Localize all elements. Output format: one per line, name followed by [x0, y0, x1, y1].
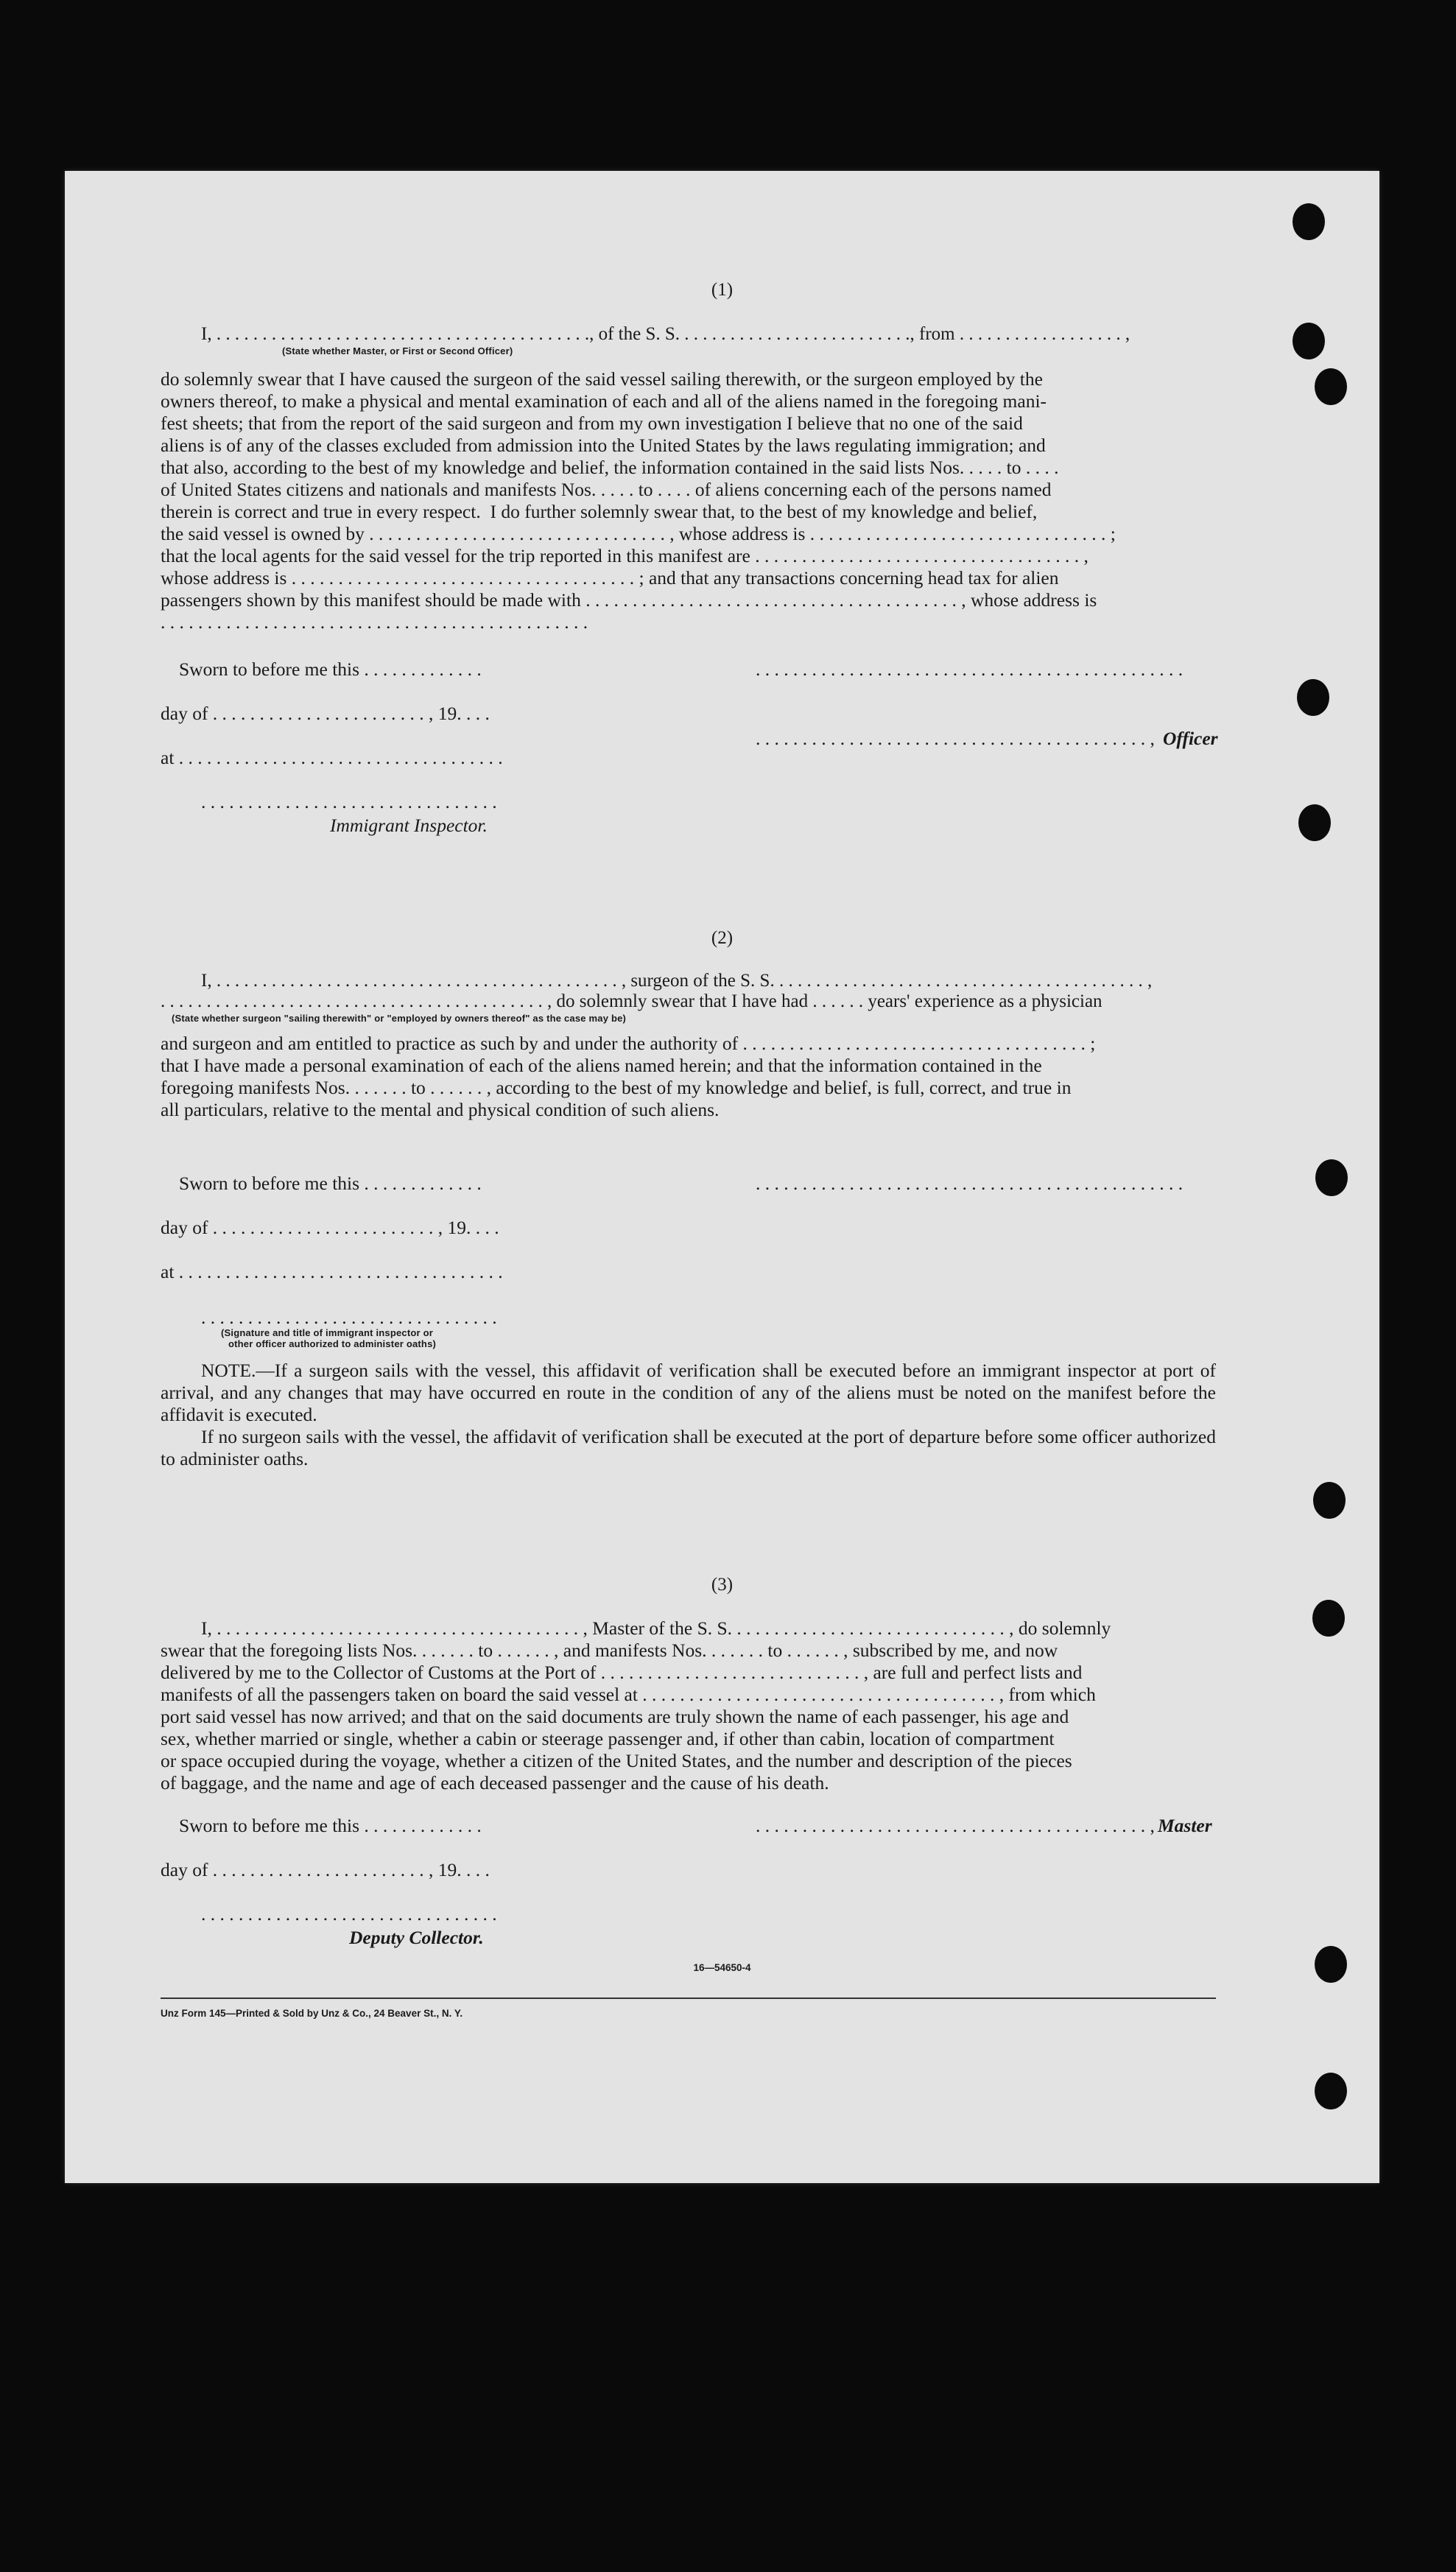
section-2-at: at . . . . . . . . . . . . . . . . . . . . . . . . . . . . . . . . . . . — [161, 1261, 503, 1282]
punch-hole — [1315, 1159, 1348, 1196]
section-2-surgeon-note: (State whether surgeon "sailing therewith" or "employed by owners thereof" as the case may be) — [172, 1013, 627, 1024]
section-1-inspector-dots: . . . . . . . . . . . . . . . . . . . . . . . . . . . . . . . . — [201, 791, 497, 812]
section-2-day: day of . . . . . . . . . . . . . . . . . . . . . . . . , 19. . . . — [161, 1217, 499, 1238]
section-1-officer-label: Officer — [1163, 728, 1218, 749]
section-2-signature-note-2: other officer authorized to administer oaths) — [228, 1338, 437, 1349]
section-2-opening-line: I, . . . . . . . . . . . . . . . . . . . . . . . . . . . . . . . . . . . . . . . . . . . . , surgeon of the S. S. . . . . . . . . . . . . . . . . . . . . . . . . . . . . . . . . . . . . . . . . , — [201, 971, 1153, 991]
note-label: NOTE. — [201, 1360, 256, 1381]
section-1-line: therein is correct and true in every respect. I do further solemnly swear that, to the best of my knowledge and belief, — [161, 501, 1038, 522]
no-surgeon-note: If no surgeon sails with the vessel, the affidavit of verification shall be executed at the port of departure before some officer authorized to administer oaths. — [161, 1426, 1216, 1469]
section-3-line: delivered by me to the Collector of Customs at the Port of . . . . . . . . . . . . . . . . . . . . . . . . . . . . , are full and perfect lists and — [161, 1662, 1083, 1683]
section-3-line: I, . . . . . . . . . . . . . . . . . . . . . . . . . . . . . . . . . . . . . . . , Master of the S. S. . . . . . . . . . . . . . . . . . . . . . . . . . . . . . , do solemnly — [201, 1617, 1111, 1639]
section-2-second-line: . . . . . . . . . . . . . . . . . . . . . . . . . . . . . . . . . . . . . . . . . . , do solemnly swear that I have had . . . . . . years' experience as a physician — [161, 991, 1102, 1011]
section-1-number: (1) — [711, 280, 734, 300]
section-1-opening-line: I, . . . . . . . . . . . . . . . . . . . . . . . . . . . . . . . . . . . . . . . . ., of the S. S. . . . . . . . . . . . . . . . . . . . . . . . . ., from . . . . . . . . . . . . . . . . . . , — [201, 324, 1130, 344]
document-page — [65, 171, 1379, 2183]
section-3-line: swear that the foregoing lists Nos. . . . . . . to . . . . . . , and manifests Nos. . . . . . . to . . . . . . , subscribed by me, and now — [161, 1640, 1058, 1661]
section-1-line: fest sheets; that from the report of the said surgeon and from my own investigation I believe that no one of the said — [161, 412, 1023, 434]
section-1-body — [161, 368, 1216, 633]
section-1-line: of United States citizens and nationals and manifests Nos. . . . . to . . . . of aliens concerning each of the persons named — [161, 479, 1052, 500]
section-1-line: passengers shown by this manifest should be made with . . . . . . . . . . . . . . . . . . . . . . . . . . . . . . . . . . . . . . . . , whose address is — [161, 589, 1097, 611]
punch-hole — [1293, 203, 1325, 240]
punch-hole — [1297, 679, 1329, 716]
section-2-sworn: Sworn to before me this . . . . . . . . . . . . . — [179, 1173, 482, 1194]
section-3-master-dots: . . . . . . . . . . . . . . . . . . . . . . . . . . . . . . . . . . . . . . . . . . , — [756, 1815, 1155, 1836]
section-1-at: at . . . . . . . . . . . . . . . . . . . . . . . . . . . . . . . . . . . — [161, 747, 503, 768]
section-3-line: of baggage, and the name and age of each deceased passenger and the cause of his death. — [161, 1772, 829, 1793]
section-3-sworn: Sworn to before me this . . . . . . . . . . . . . — [179, 1815, 482, 1836]
section-2-number: (2) — [711, 928, 734, 948]
section-3-line: manifests of all the passengers taken on board the said vessel at . . . . . . . . . . . . . . . . . . . . . . . . . . . . . . . . . . . . . . , from which — [161, 1684, 1096, 1705]
section-1-officer-note: (State whether Master, or First or Second Officer) — [282, 345, 513, 356]
punch-hole — [1315, 368, 1347, 405]
section-3-collector-dots: . . . . . . . . . . . . . . . . . . . . . . . . . . . . . . . . — [201, 1903, 497, 1925]
section-2-line: that I have made a personal examination of each of the aliens named herein; and that the information contained in the — [161, 1055, 1042, 1076]
printer-credit: Unz Form 145—Printed & Sold by Unz & Co., 24 Beaver St., N. Y. — [161, 2008, 463, 2019]
section-1-sworn: Sworn to before me this . . . . . . . . . . . . . — [179, 658, 482, 680]
section-1-inspector-label: Immigrant Inspector. — [330, 815, 488, 836]
punch-hole — [1312, 1600, 1345, 1637]
section-3-line: port said vessel has now arrived; and that on the said documents are truly shown the name of each passenger, his age and — [161, 1706, 1069, 1727]
section-1-line: do solemnly swear that I have caused the surgeon of the said vessel sailing therewith, or the surgeon employed by the — [161, 368, 1043, 390]
section-1-line: the said vessel is owned by . . . . . . . . . . . . . . . . . . . . . . . . . . . . . . . . , whose address is . . . . . . . . . . . . . . . . . . . . . . . . . . . . . . . . ; — [161, 523, 1116, 544]
section-1-day: day of . . . . . . . . . . . . . . . . . . . . . . . , 19. . . . — [161, 703, 490, 724]
punch-hole — [1293, 323, 1325, 359]
section-3-master-label: Master — [1158, 1815, 1212, 1836]
section-3-day: day of . . . . . . . . . . . . . . . . . . . . . . . , 19. . . . — [161, 1859, 490, 1880]
footer-rule — [161, 1997, 1216, 1999]
form-code: 16—54650-4 — [693, 1962, 751, 1973]
section-1-line: that also, according to the best of my knowledge and belief, the information contained in the said lists Nos. . . . . to . . . . — [161, 457, 1059, 478]
section-1-line: aliens is of any of the classes excluded from admission into the United States by the laws regulating immigration; and — [161, 435, 1046, 456]
section-1-line: . . . . . . . . . . . . . . . . . . . . . . . . . . . . . . . . . . . . . . . . . . . . . . — [161, 611, 588, 633]
section-2-body — [161, 1033, 1216, 1121]
section-2-line: and surgeon and am entitled to practice as such by and under the authority of . . . . . . . . . . . . . . . . . . . . . . . . . . . . . . . . . . . . . ; — [161, 1033, 1096, 1054]
punch-hole — [1313, 1482, 1346, 1519]
section-3-line: or space occupied during the voyage, whether a citizen of the United States, and the number and description of the pieces — [161, 1750, 1072, 1771]
section-2-signature-note-1: (Signature and title of immigrant inspector or — [221, 1327, 434, 1338]
section-2-line: all particulars, relative to the mental and physical condition of such aliens. — [161, 1099, 720, 1120]
section-1-line: whose address is . . . . . . . . . . . . . . . . . . . . . . . . . . . . . . . . . . . . . ; and that any transactions concerning head tax for alien — [161, 567, 1059, 588]
section-3-body — [161, 1617, 1216, 1794]
section-1-line: that the local agents for the said vessel for the trip reported in this manifest are . . . . . . . . . . . . . . . . . . . . . . . . . . . . . . . . . . . , — [161, 545, 1089, 566]
section-3-number: (3) — [711, 1575, 734, 1595]
note-text: —If a surgeon sails with the vessel, this affidavit of verification shall be executed before an immigrant inspector at port of arrival, and any changes that may have occurred en route in the condition of any of the aliens must be noted on the manifest before the affidavit is executed. — [161, 1360, 1216, 1425]
section-3-line: sex, whether married or single, whether a cabin or steerage passenger and, if other than cabin, location of compartment — [161, 1728, 1055, 1749]
section-3-collector-label: Deputy Collector. — [349, 1927, 484, 1948]
section-1-line: owners thereof, to make a physical and mental examination of each and all of the aliens named in the foregoing mani- — [161, 390, 1047, 412]
section-1-right-signature-dots: . . . . . . . . . . . . . . . . . . . . . . . . . . . . . . . . . . . . . . . . . . . . . . — [756, 658, 1184, 680]
punch-hole — [1298, 804, 1331, 841]
section-2-signature-dots: . . . . . . . . . . . . . . . . . . . . . . . . . . . . . . . . — [201, 1307, 497, 1328]
surgeon-note — [161, 1360, 1216, 1426]
section-2-line: foregoing manifests Nos. . . . . . . to . . . . . . , according to the best of my knowledge and belief, is full, correct, and true in — [161, 1077, 1072, 1098]
punch-hole — [1315, 2073, 1347, 2109]
section-1-officer-dots: . . . . . . . . . . . . . . . . . . . . . . . . . . . . . . . . . . . . . . . . . . , — [756, 728, 1155, 749]
section-2-right-signature-dots: . . . . . . . . . . . . . . . . . . . . . . . . . . . . . . . . . . . . . . . . . . . . . . — [756, 1173, 1184, 1194]
